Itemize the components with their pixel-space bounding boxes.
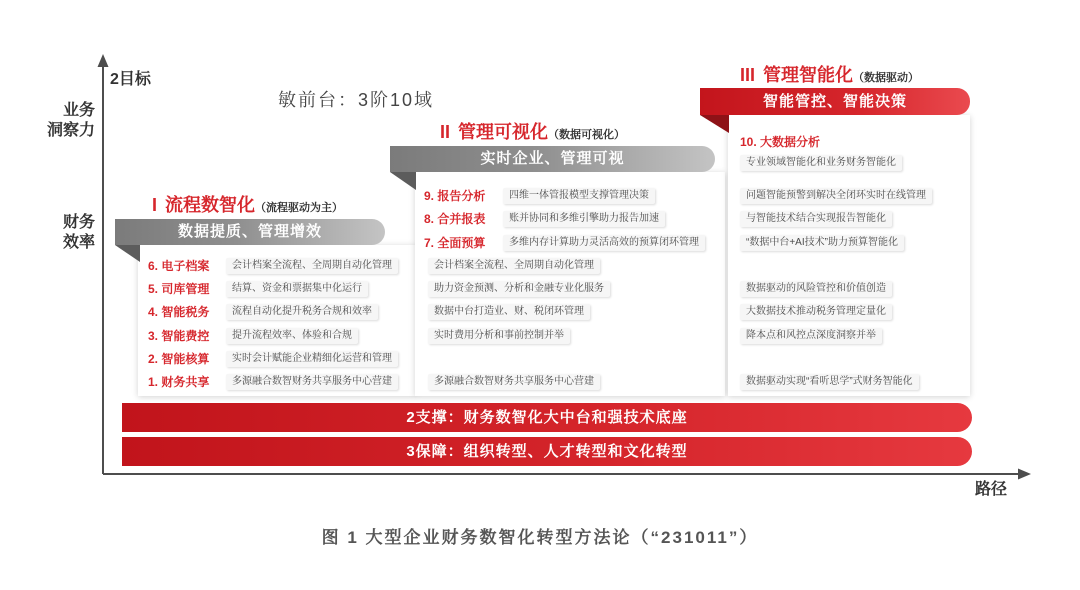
domain-description: 实时费用分析和事前控制并举 — [428, 328, 570, 344]
stage-1-title: 流程数智化 — [165, 195, 256, 215]
stage-3-banner-fold — [700, 115, 729, 133]
stage-1-banner-fold — [115, 245, 140, 262]
domain-label: 10. 大数据分析 — [740, 135, 821, 149]
domain-description: 结算、资金和票据集中化运行 — [226, 281, 368, 297]
domain-label: 5. 司库管理 — [148, 282, 210, 296]
stage-2-note: （数据可视化） — [548, 129, 626, 141]
stage-3-title: 管理智能化 — [763, 65, 854, 85]
stage-3-banner-text: 智能管控、智能决策 — [762, 93, 907, 110]
domain-description: 多源融合数智财务共享服务中心营建 — [428, 374, 600, 390]
domain-label: 1. 财务共享 — [148, 375, 210, 389]
domain-label: 6. 电子档案 — [148, 259, 210, 273]
stage-1-banner — [115, 219, 385, 245]
business-insight-label-line2: 洞察力 — [46, 122, 95, 139]
domain-description: 助力资金预测、分析和金融专业化服务 — [428, 281, 610, 297]
domain-label: 8. 合并报表 — [424, 212, 486, 226]
business-insight-label-line1: 业务 — [62, 102, 95, 119]
domain-label: 3. 智能费控 — [148, 329, 210, 343]
stage-2-banner-text: 实时企业、管理可视 — [480, 150, 625, 167]
support-bar — [122, 403, 972, 432]
domain-description: 大数据技术推动税务管理定量化 — [740, 304, 892, 320]
domain-description: 提升流程效率、体验和合规 — [226, 328, 358, 344]
path-axis-label: 路径 — [975, 481, 1008, 498]
goal-axis-label: 2目标 — [110, 71, 151, 88]
stage-2-numeral: II — [440, 122, 451, 142]
financial-efficiency-label-line1: 财务 — [62, 214, 95, 231]
stage-2-heading — [440, 120, 625, 147]
domain-description: 专业领域智能化和业务财务智能化 — [740, 155, 902, 171]
guarantee-bar-text: 3保障：组织转型、人才转型和文化转型 — [406, 443, 688, 460]
stage-3-banner — [700, 88, 970, 115]
guarantee-bar — [122, 437, 972, 466]
domain-description: 数据中台打造业、财、税闭环管理 — [428, 304, 590, 320]
domain-description: 流程自动化提升税务合规和效率 — [226, 304, 378, 320]
domain-label: 7. 全面预算 — [424, 236, 486, 250]
stage-3-numeral: III — [740, 65, 756, 85]
domain-label: 9. 报告分析 — [424, 189, 486, 203]
support-bar-text: 2支撑：财务数智化大中台和强技术底座 — [406, 409, 688, 426]
figure-caption: 图 1 大型企业财务数智化转型方法论（“231011”） — [321, 528, 759, 547]
domain-description: 多维内存计算助力灵活高效的预算闭环管理 — [503, 235, 705, 251]
stage-2-banner-fold — [390, 172, 416, 190]
stage-3-note: （数据驱动） — [853, 72, 920, 84]
domain-description: 账并协同和多维引擎助力报告加速 — [503, 211, 665, 227]
domain-description: 降本点和风控点深度洞察并举 — [740, 328, 882, 344]
stage-1-banner-text: 数据提质、管理增效 — [177, 223, 322, 240]
front-title: 敏前台：3阶10域 — [278, 90, 435, 110]
stage-1-heading — [152, 193, 343, 220]
domain-description: 四维一体管报模型支撑管理决策 — [503, 188, 655, 204]
domain-description: 数据驱动的风险管控和价值创造 — [740, 281, 892, 297]
domain-label: 2. 智能核算 — [148, 352, 210, 366]
x-axis-arrow-icon — [1018, 469, 1031, 480]
stage-1-numeral: I — [152, 195, 158, 215]
domain-description: 会计档案全流程、全周期自动化管理 — [226, 258, 398, 274]
stage-2-title: 管理可视化 — [458, 122, 549, 142]
stage-2-banner — [390, 146, 715, 172]
domain-description: “数据中台+AI技术”助力预算智能化 — [740, 235, 904, 251]
domain-description: 多源融合数智财务共享服务中心营建 — [226, 374, 398, 390]
domain-description: 数据驱动实现“看听思学”式财务智能化 — [740, 374, 919, 390]
domain-description: 会计档案全流程、全周期自动化管理 — [428, 258, 600, 274]
y-axis-arrow-icon — [98, 54, 109, 67]
domain-description: 问题智能预警到解决全闭环实时在线管理 — [740, 188, 932, 204]
stage-3-heading — [740, 63, 919, 90]
domain-description: 实时会计赋能企业精细化运营和管理 — [226, 351, 398, 367]
domain-description: 与智能技术结合实现报告智能化 — [740, 211, 892, 227]
domain-label: 4. 智能税务 — [148, 305, 210, 319]
stage-1-note: （流程驱动为主） — [255, 202, 344, 214]
financial-efficiency-label-line2: 效率 — [62, 234, 95, 251]
